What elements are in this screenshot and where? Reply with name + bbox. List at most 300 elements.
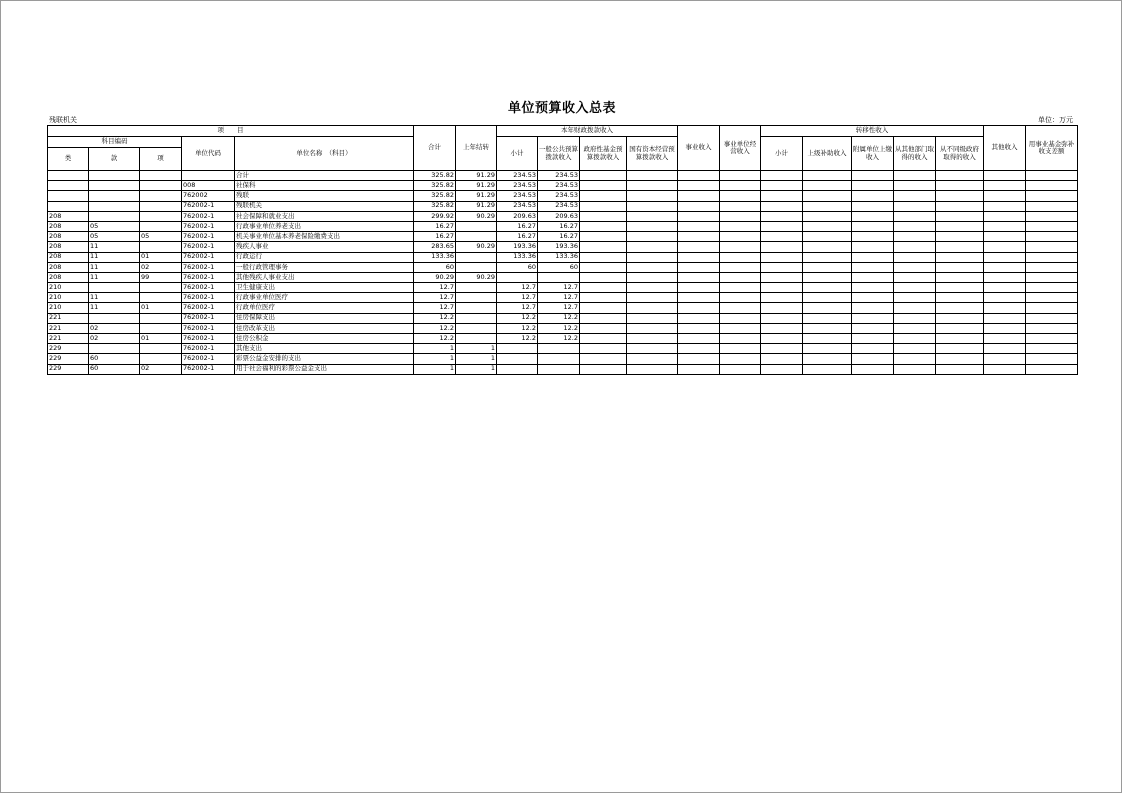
cell-empty	[627, 334, 678, 344]
cell-empty	[720, 334, 761, 344]
table-row	[48, 201, 1078, 211]
cell-total: 325.82	[414, 191, 456, 201]
cell-empty	[894, 201, 936, 211]
header-carryover: 上年结转	[456, 126, 497, 171]
cell-empty	[627, 181, 678, 191]
table-row	[48, 364, 1078, 374]
cell-empty	[761, 313, 803, 323]
header-general-public: 一般公共预算拨款收入	[538, 137, 580, 171]
cell-fiscal-subtotal: 16.27	[497, 232, 538, 242]
cell-empty	[580, 242, 627, 252]
header-kuan: 款	[89, 148, 140, 171]
cell-lei: 208	[48, 221, 89, 231]
table-row	[48, 221, 1078, 231]
cell-general-public: 12.7	[538, 303, 580, 313]
cell-empty	[1026, 171, 1078, 181]
cell-empty	[627, 313, 678, 323]
cell-xiang	[140, 181, 182, 191]
cell-empty	[580, 313, 627, 323]
cell-empty	[852, 344, 894, 354]
cell-kuan	[89, 191, 140, 201]
cell-empty	[894, 181, 936, 191]
cell-empty	[761, 323, 803, 333]
cell-empty	[761, 232, 803, 242]
cell-empty	[852, 283, 894, 293]
cell-empty	[852, 303, 894, 313]
cell-empty	[852, 272, 894, 282]
cell-empty	[803, 211, 852, 221]
cell-empty	[580, 201, 627, 211]
cell-xiang	[140, 283, 182, 293]
cell-empty	[894, 334, 936, 344]
cell-empty	[803, 323, 852, 333]
header-fiscal-subtotal: 小计	[497, 137, 538, 171]
cell-unit-name: 一般行政管理事务	[235, 262, 414, 272]
cell-empty	[852, 242, 894, 252]
cell-empty	[852, 171, 894, 181]
cell-total: 1	[414, 364, 456, 374]
table-row	[48, 242, 1078, 252]
table-row	[48, 354, 1078, 364]
cell-carryover: 91.29	[456, 181, 497, 191]
cell-total: 16.27	[414, 221, 456, 231]
cell-carryover: 90.29	[456, 242, 497, 252]
cell-general-public: 12.7	[538, 283, 580, 293]
cell-empty	[984, 201, 1026, 211]
cell-total: 299.92	[414, 211, 456, 221]
cell-total: 1	[414, 344, 456, 354]
cell-fiscal-subtotal: 234.53	[497, 181, 538, 191]
cell-empty	[678, 293, 720, 303]
cell-unit-name: 行政事业单位养老支出	[235, 221, 414, 231]
cell-kuan	[89, 211, 140, 221]
cell-empty	[627, 283, 678, 293]
cell-carryover	[456, 221, 497, 231]
cell-kuan: 11	[89, 303, 140, 313]
cell-empty	[936, 354, 984, 364]
header-affiliated: 附属单位上缴收入	[852, 137, 894, 171]
cell-empty	[580, 181, 627, 191]
cell-lei: 210	[48, 283, 89, 293]
cell-empty	[894, 252, 936, 262]
cell-fiscal-subtotal: 60	[497, 262, 538, 272]
cell-xiang	[140, 221, 182, 231]
cell-empty	[936, 211, 984, 221]
cell-carryover: 1	[456, 344, 497, 354]
cell-unit-name: 其他支出	[235, 344, 414, 354]
cell-empty	[761, 344, 803, 354]
cell-fiscal-subtotal	[497, 272, 538, 282]
cell-empty	[1026, 211, 1078, 221]
cell-unit-name: 其他残疾人事业支出	[235, 272, 414, 282]
cell-fiscal-subtotal: 12.2	[497, 323, 538, 333]
cell-empty	[580, 272, 627, 282]
cell-empty	[627, 191, 678, 201]
cell-empty	[720, 221, 761, 231]
cell-empty	[936, 303, 984, 313]
cell-empty	[803, 334, 852, 344]
cell-carryover	[456, 293, 497, 303]
table-header	[48, 126, 1078, 171]
cell-kuan: 02	[89, 334, 140, 344]
cell-xiang	[140, 191, 182, 201]
cell-total: 16.27	[414, 232, 456, 242]
cell-empty	[627, 303, 678, 313]
cell-empty	[627, 323, 678, 333]
header-diff-level: 从不同级政府取得的收入	[936, 137, 984, 171]
cell-empty	[894, 293, 936, 303]
cell-empty	[720, 191, 761, 201]
cell-general-public: 16.27	[538, 221, 580, 231]
cell-unit-name: 残联	[235, 191, 414, 201]
cell-empty	[984, 334, 1026, 344]
cell-unit-name: 行政运行	[235, 252, 414, 262]
cell-empty	[720, 364, 761, 374]
cell-empty	[720, 252, 761, 262]
cell-empty	[720, 181, 761, 191]
cell-empty	[580, 364, 627, 374]
cell-unit-code: 008	[182, 181, 235, 191]
cell-general-public	[538, 272, 580, 282]
cell-total: 325.82	[414, 181, 456, 191]
cell-empty	[720, 171, 761, 181]
cell-xiang	[140, 344, 182, 354]
cell-empty	[894, 364, 936, 374]
cell-empty	[936, 334, 984, 344]
cell-lei: 229	[48, 354, 89, 364]
cell-kuan: 11	[89, 272, 140, 282]
cell-carryover: 91.29	[456, 201, 497, 211]
cell-kuan: 11	[89, 252, 140, 262]
cell-empty	[803, 181, 852, 191]
header-business-operation: 事业单位经营收入	[720, 126, 761, 171]
cell-unit-name: 彩票公益金安排的支出	[235, 354, 414, 364]
report-title: 单位预算收入总表	[507, 101, 616, 116]
cell-empty	[984, 354, 1026, 364]
cell-empty	[580, 262, 627, 272]
cell-empty	[678, 191, 720, 201]
cell-empty	[852, 232, 894, 242]
cell-empty	[1026, 283, 1078, 293]
table-body	[48, 171, 1078, 375]
cell-empty	[936, 221, 984, 231]
cell-empty	[894, 262, 936, 272]
cell-empty	[803, 171, 852, 181]
cell-kuan: 05	[89, 232, 140, 242]
cell-empty	[720, 354, 761, 364]
cell-empty	[720, 303, 761, 313]
cell-carryover	[456, 334, 497, 344]
cell-general-public: 209.63	[538, 211, 580, 221]
cell-empty	[761, 191, 803, 201]
cell-empty	[678, 201, 720, 211]
cell-empty	[936, 364, 984, 374]
table-row	[48, 323, 1078, 333]
cell-empty	[984, 313, 1026, 323]
cell-empty	[984, 211, 1026, 221]
cell-total: 1	[414, 354, 456, 364]
cell-empty	[936, 283, 984, 293]
cell-empty	[678, 313, 720, 323]
cell-xiang: 05	[140, 232, 182, 242]
cell-lei: 208	[48, 262, 89, 272]
cell-empty	[803, 344, 852, 354]
cell-empty	[761, 221, 803, 231]
table-row	[48, 232, 1078, 242]
cell-carryover: 1	[456, 354, 497, 364]
cell-kuan: 60	[89, 364, 140, 374]
cell-empty	[984, 303, 1026, 313]
cell-xiang	[140, 211, 182, 221]
cell-xiang	[140, 242, 182, 252]
cell-unit-code: 762002-1	[182, 262, 235, 272]
cell-unit-code: 762002-1	[182, 242, 235, 252]
cell-empty	[984, 293, 1026, 303]
cell-empty	[580, 191, 627, 201]
table-row	[48, 171, 1078, 181]
cell-unit-name: 合计	[235, 171, 414, 181]
cell-empty	[852, 313, 894, 323]
cell-empty	[627, 344, 678, 354]
cell-unit-name: 残联机关	[235, 201, 414, 211]
cell-empty	[984, 283, 1026, 293]
cell-empty	[720, 283, 761, 293]
cell-empty	[720, 242, 761, 252]
cell-unit-code: 762002	[182, 191, 235, 201]
cell-empty	[1026, 293, 1078, 303]
cell-kuan: 02	[89, 323, 140, 333]
cell-total: 12.2	[414, 334, 456, 344]
cell-empty	[936, 171, 984, 181]
cell-total: 90.29	[414, 272, 456, 282]
table-row	[48, 293, 1078, 303]
cell-unit-name: 社会保障和就业支出	[235, 211, 414, 221]
cell-empty	[936, 191, 984, 201]
cell-lei: 229	[48, 364, 89, 374]
cell-xiang: 01	[140, 252, 182, 262]
cell-xiang	[140, 323, 182, 333]
cell-carryover	[456, 303, 497, 313]
cell-fiscal-subtotal: 12.2	[497, 334, 538, 344]
cell-empty	[984, 262, 1026, 272]
cell-empty	[894, 242, 936, 252]
cell-xiang	[140, 293, 182, 303]
cell-xiang	[140, 201, 182, 211]
cell-empty	[894, 171, 936, 181]
cell-unit-code: 762002-1	[182, 303, 235, 313]
cell-empty	[803, 313, 852, 323]
cell-xiang: 01	[140, 303, 182, 313]
table-row	[48, 211, 1078, 221]
cell-xiang	[140, 171, 182, 181]
cell-empty	[1026, 364, 1078, 374]
cell-kuan: 11	[89, 262, 140, 272]
cell-lei: 208	[48, 272, 89, 282]
cell-general-public: 12.2	[538, 313, 580, 323]
cell-xiang	[140, 313, 182, 323]
cell-kuan	[89, 313, 140, 323]
cell-empty	[678, 303, 720, 313]
cell-empty	[761, 293, 803, 303]
cell-empty	[761, 262, 803, 272]
cell-empty	[678, 334, 720, 344]
cell-empty	[936, 252, 984, 262]
cell-empty	[984, 232, 1026, 242]
cell-lei: 208	[48, 232, 89, 242]
cell-unit-code: 762002-1	[182, 283, 235, 293]
cell-empty	[984, 364, 1026, 374]
cell-empty	[627, 242, 678, 252]
cell-empty	[1026, 313, 1078, 323]
cell-general-public: 193.36	[538, 242, 580, 252]
cell-empty	[894, 232, 936, 242]
cell-fiscal-subtotal: 12.2	[497, 313, 538, 323]
cell-empty	[984, 242, 1026, 252]
cell-unit-name: 住房保障支出	[235, 313, 414, 323]
cell-unit-code	[182, 171, 235, 181]
table-row	[48, 334, 1078, 344]
cell-empty	[1026, 344, 1078, 354]
table-row	[48, 283, 1078, 293]
cell-empty	[803, 221, 852, 231]
cell-empty	[894, 283, 936, 293]
cell-carryover: 1	[456, 364, 497, 374]
cell-lei	[48, 201, 89, 211]
cell-empty	[984, 323, 1026, 333]
cell-empty	[627, 293, 678, 303]
header-lei: 类	[48, 148, 89, 171]
header-upper-subsidy: 上级补助收入	[803, 137, 852, 171]
cell-empty	[678, 323, 720, 333]
cell-unit-name: 卫生健康支出	[235, 283, 414, 293]
cell-empty	[580, 323, 627, 333]
cell-kuan: 60	[89, 354, 140, 364]
cell-total: 325.82	[414, 171, 456, 181]
cell-empty	[803, 252, 852, 262]
cell-kuan	[89, 171, 140, 181]
cell-empty	[580, 211, 627, 221]
cell-empty	[936, 272, 984, 282]
cell-empty	[1026, 181, 1078, 191]
header-fund-balance: 用事业基金弥补收支差额	[1026, 126, 1078, 171]
cell-empty	[678, 181, 720, 191]
cell-empty	[678, 171, 720, 181]
cell-empty	[627, 221, 678, 231]
cell-lei: 210	[48, 293, 89, 303]
cell-empty	[984, 171, 1026, 181]
cell-empty	[852, 364, 894, 374]
cell-carryover: 90.29	[456, 272, 497, 282]
cell-empty	[627, 252, 678, 262]
cell-empty	[678, 211, 720, 221]
cell-general-public: 12.2	[538, 323, 580, 333]
cell-general-public	[538, 364, 580, 374]
cell-empty	[580, 232, 627, 242]
cell-empty	[580, 293, 627, 303]
cell-total: 12.7	[414, 303, 456, 313]
cell-empty	[894, 272, 936, 282]
cell-general-public	[538, 344, 580, 354]
cell-carryover: 91.29	[456, 171, 497, 181]
cell-total: 283.65	[414, 242, 456, 252]
cell-kuan: 11	[89, 242, 140, 252]
cell-empty	[627, 201, 678, 211]
cell-empty	[803, 283, 852, 293]
cell-empty	[1026, 232, 1078, 242]
cell-lei: 221	[48, 323, 89, 333]
cell-fiscal-subtotal: 12.7	[497, 283, 538, 293]
cell-empty	[761, 242, 803, 252]
cell-fiscal-subtotal: 12.7	[497, 303, 538, 313]
cell-carryover	[456, 323, 497, 333]
cell-empty	[761, 252, 803, 262]
cell-empty	[761, 354, 803, 364]
cell-empty	[852, 191, 894, 201]
cell-empty	[852, 293, 894, 303]
cell-empty	[894, 344, 936, 354]
cell-empty	[678, 344, 720, 354]
cell-carryover	[456, 283, 497, 293]
cell-empty	[761, 211, 803, 221]
cell-fiscal-subtotal: 12.7	[497, 293, 538, 303]
cell-general-public: 12.2	[538, 334, 580, 344]
cell-general-public: 234.53	[538, 201, 580, 211]
header-total: 合计	[414, 126, 456, 171]
cell-empty	[984, 252, 1026, 262]
cell-unit-code: 762002-1	[182, 211, 235, 221]
cell-unit-code: 762002-1	[182, 334, 235, 344]
cell-empty	[720, 201, 761, 211]
cell-empty	[678, 262, 720, 272]
cell-empty	[803, 201, 852, 211]
cell-empty	[852, 354, 894, 364]
cell-empty	[1026, 221, 1078, 231]
cell-carryover	[456, 313, 497, 323]
cell-empty	[761, 303, 803, 313]
cell-empty	[720, 293, 761, 303]
cell-empty	[852, 181, 894, 191]
cell-empty	[761, 201, 803, 211]
cell-fiscal-subtotal	[497, 344, 538, 354]
cell-empty	[984, 344, 1026, 354]
cell-total: 12.2	[414, 323, 456, 333]
cell-unit-code: 762002-1	[182, 354, 235, 364]
cell-empty	[678, 242, 720, 252]
cell-empty	[627, 211, 678, 221]
cell-xiang: 99	[140, 272, 182, 282]
header-other-dept: 从其他部门取得的收入	[894, 137, 936, 171]
cell-empty	[1026, 334, 1078, 344]
cell-empty	[678, 283, 720, 293]
cell-unit-code: 762002-1	[182, 201, 235, 211]
cell-empty	[720, 323, 761, 333]
cell-empty	[894, 211, 936, 221]
cell-empty	[761, 181, 803, 191]
cell-empty	[580, 334, 627, 344]
cell-kuan	[89, 344, 140, 354]
cell-carryover	[456, 252, 497, 262]
cell-general-public	[538, 354, 580, 364]
cell-unit-code: 762002-1	[182, 221, 235, 231]
cell-empty	[1026, 354, 1078, 364]
cell-total: 12.7	[414, 283, 456, 293]
cell-kuan: 05	[89, 221, 140, 231]
cell-empty	[984, 191, 1026, 201]
cell-empty	[1026, 191, 1078, 201]
cell-empty	[936, 201, 984, 211]
table-row	[48, 313, 1078, 323]
cell-empty	[852, 252, 894, 262]
